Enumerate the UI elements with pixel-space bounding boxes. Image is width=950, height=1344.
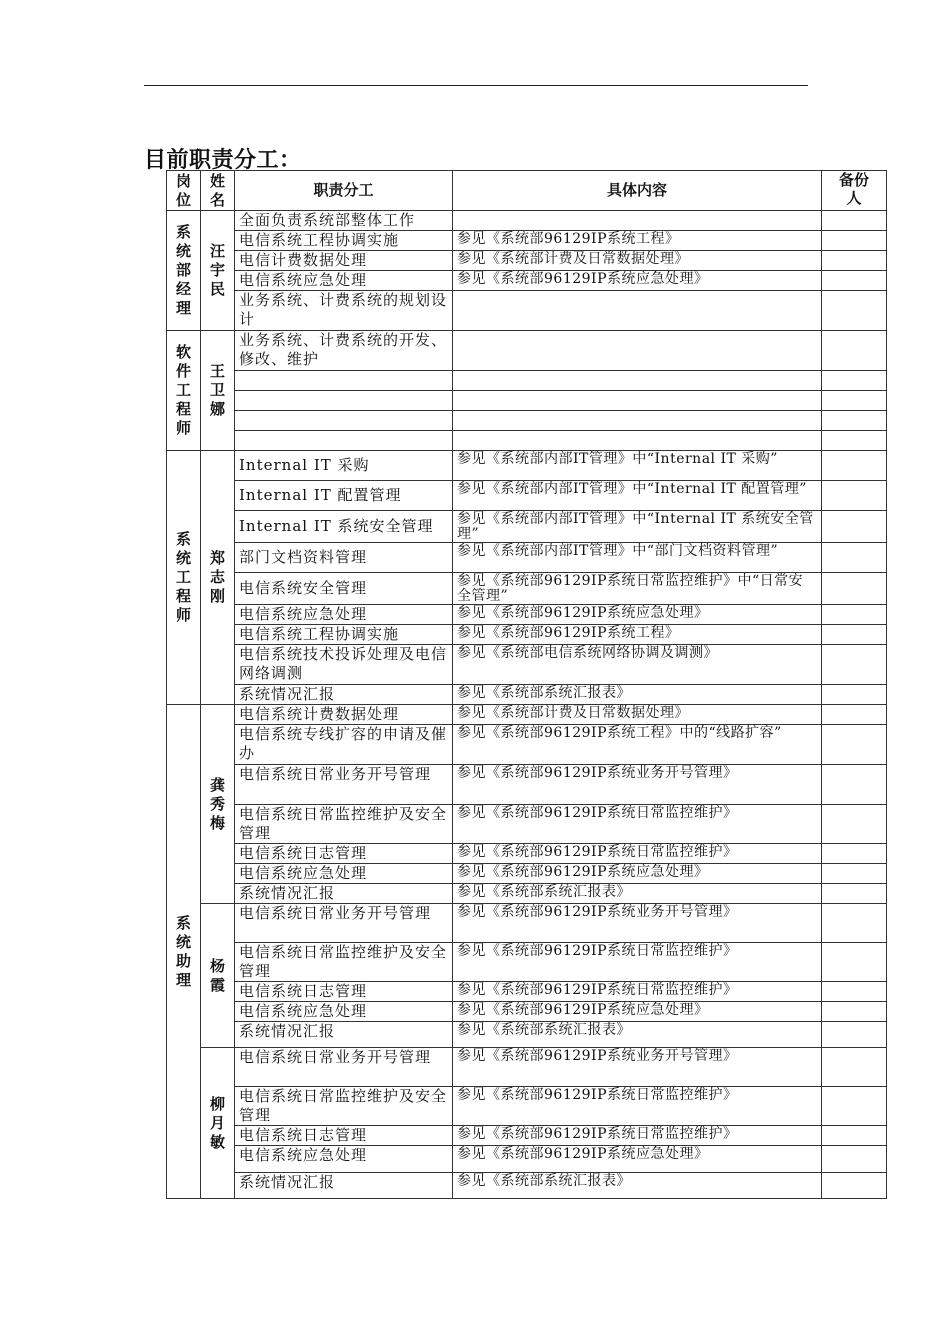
detail-cell: 参见《系统部96129IP系统应急处理》: [453, 271, 822, 291]
table-row: [167, 543, 887, 573]
header-post: 岗位: [167, 171, 201, 211]
name-cell: 汪宇民: [201, 211, 235, 331]
remark-cell: [822, 1173, 887, 1199]
duty-cell: 电信系统日志管理: [235, 844, 453, 864]
table-row: [167, 511, 887, 543]
duty-cell: 全面负责系统部整体工作: [235, 211, 453, 231]
header-remark: 备份人: [822, 171, 887, 211]
duty-cell: Internal IT 配置管理: [235, 481, 453, 511]
table-row: [167, 481, 887, 511]
detail-cell: 参见《系统部计费及日常数据处理》: [453, 705, 822, 725]
table-row: [167, 391, 887, 411]
table-row: [167, 705, 887, 725]
header-detail: 具体内容: [453, 171, 822, 211]
remark-cell: [822, 411, 887, 431]
remark-cell: [822, 904, 887, 943]
duty-cell: 电信计费数据处理: [235, 251, 453, 271]
detail-cell: 参见《系统部96129IP系统应急处理》: [453, 1146, 822, 1173]
table-row: [167, 982, 887, 1002]
detail-cell: [453, 431, 822, 451]
header-duty: 职责分工: [235, 171, 453, 211]
table-row: [167, 371, 887, 391]
detail-cell: [453, 391, 822, 411]
table-row: [167, 1146, 887, 1173]
detail-cell: 参见《系统部96129IP系统日常监控维护》: [453, 805, 822, 844]
detail-cell: 参见《系统部系统汇报表》: [453, 884, 822, 904]
detail-cell: 参见《系统部计费及日常数据处理》: [453, 251, 822, 271]
detail-cell: 参见《系统部系统汇报表》: [453, 1173, 822, 1199]
remark-cell: [822, 864, 887, 884]
duty-table: [166, 170, 887, 1199]
detail-cell: [453, 411, 822, 431]
table-row: [167, 725, 887, 765]
duty-cell: 电信系统日志管理: [235, 1126, 453, 1146]
remark-cell: [822, 251, 887, 271]
table-row: [167, 451, 887, 481]
detail-cell: 参见《系统部内部IT管理》中“Internal IT 配置管理”: [453, 481, 822, 511]
table-row: [167, 1048, 887, 1087]
duty-cell: 业务系统、计费系统的规划设计: [235, 291, 453, 331]
detail-cell: 参见《系统部96129IP系统日常监控维护》: [453, 943, 822, 982]
post-cell: 软件工程师: [167, 331, 201, 451]
page-title: 目前职责分工：: [144, 148, 302, 173]
table-row: [167, 805, 887, 844]
table-row: [167, 291, 887, 331]
duty-cell: 系统情况汇报: [235, 884, 453, 904]
duty-cell: [235, 411, 453, 431]
duty-cell: Internal IT 采购: [235, 451, 453, 481]
table-row: [167, 231, 887, 251]
table-row: [167, 884, 887, 904]
table-row: [167, 605, 887, 625]
duty-cell: 业务系统、计费系统的开发、修改、维护: [235, 331, 453, 371]
table-row: [167, 251, 887, 271]
table-row: [167, 431, 887, 451]
remark-cell: [822, 511, 887, 543]
table-row: [167, 411, 887, 431]
header-name: 姓名: [201, 171, 235, 211]
detail-cell: 参见《系统部96129IP系统应急处理》: [453, 1002, 822, 1022]
duty-cell: 电信系统应急处理: [235, 605, 453, 625]
remark-cell: [822, 1022, 887, 1048]
duty-cell: 电信系统计费数据处理: [235, 705, 453, 725]
duty-cell: 电信系统日常业务开号管理: [235, 1048, 453, 1087]
duty-cell: Internal IT 系统安全管理: [235, 511, 453, 543]
duty-cell: 电信系统日常监控维护及安全管理: [235, 1087, 453, 1126]
detail-cell: [453, 331, 822, 371]
remark-cell: [822, 645, 887, 685]
remark-cell: [822, 271, 887, 291]
remark-cell: [822, 1126, 887, 1146]
table-row: [167, 645, 887, 685]
name-cell: 杨霞: [201, 904, 235, 1048]
name-cell: 柳月敏: [201, 1048, 235, 1199]
detail-cell: 参见《系统部96129IP系统日常监控维护》: [453, 1087, 822, 1126]
detail-cell: 参见《系统部96129IP系统日常监控维护》: [453, 982, 822, 1002]
duty-cell: 系统情况汇报: [235, 1022, 453, 1048]
detail-cell: 参见《系统部96129IP系统应急处理》: [453, 864, 822, 884]
remark-cell: [822, 982, 887, 1002]
detail-cell: 参见《系统部96129IP系统业务开号管理》: [453, 765, 822, 805]
post-cell: 系统助理: [167, 705, 201, 1199]
table-row: [167, 1126, 887, 1146]
table-row: [167, 1022, 887, 1048]
remark-cell: [822, 331, 887, 371]
detail-cell: 参见《系统部内部IT管理》中“部门文档资料管理”: [453, 543, 822, 573]
remark-cell: [822, 805, 887, 844]
remark-cell: [822, 1048, 887, 1087]
table-row: [167, 625, 887, 645]
remark-cell: [822, 884, 887, 904]
remark-cell: [822, 291, 887, 331]
duty-cell: 系统情况汇报: [235, 685, 453, 705]
remark-cell: [822, 543, 887, 573]
remark-cell: [822, 725, 887, 765]
name-cell: 王卫娜: [201, 331, 235, 451]
table-row: [167, 331, 887, 371]
duty-cell: 电信系统应急处理: [235, 1146, 453, 1173]
remark-cell: [822, 605, 887, 625]
table-row: [167, 943, 887, 982]
remark-cell: [822, 765, 887, 805]
duty-cell: 电信系统工程协调实施: [235, 625, 453, 645]
remark-cell: [822, 231, 887, 251]
duty-cell: 电信系统应急处理: [235, 864, 453, 884]
duty-cell: 电信系统日常监控维护及安全管理: [235, 943, 453, 982]
detail-cell: 参见《系统部96129IP系统工程》中的“线路扩容”: [453, 725, 822, 765]
detail-cell: 参见《系统部内部IT管理》中“Internal IT 采购”: [453, 451, 822, 481]
duty-cell: 电信系统技术投诉处理及电信网络调测: [235, 645, 453, 685]
remark-cell: [822, 1002, 887, 1022]
duty-cell: 电信系统工程协调实施: [235, 231, 453, 251]
remark-cell: [822, 371, 887, 391]
detail-cell: 参见《系统部96129IP系统日常监控维护》: [453, 844, 822, 864]
table-row: [167, 685, 887, 705]
duty-cell: [235, 431, 453, 451]
duty-cell: 电信系统安全管理: [235, 573, 453, 605]
remark-cell: [822, 1146, 887, 1173]
duty-cell: 电信系统日常业务开号管理: [235, 904, 453, 943]
table-row: [167, 271, 887, 291]
detail-cell: 参见《系统部96129IP系统工程》: [453, 625, 822, 645]
table-row: [167, 864, 887, 884]
table-row: [167, 765, 887, 805]
detail-cell: 参见《系统部96129IP系统业务开号管理》: [453, 1048, 822, 1087]
duty-cell: 系统情况汇报: [235, 1173, 453, 1199]
detail-cell: 参见《系统部系统汇报表》: [453, 685, 822, 705]
duty-cell: 电信系统专线扩容的申请及催办: [235, 725, 453, 765]
duty-cell: 电信系统日常业务开号管理: [235, 765, 453, 805]
detail-cell: 参见《系统部96129IP系统工程》: [453, 231, 822, 251]
duty-cell: 电信系统应急处理: [235, 271, 453, 291]
table-row: [167, 573, 887, 605]
duty-cell: 电信系统日志管理: [235, 982, 453, 1002]
remark-cell: [822, 943, 887, 982]
table-header-row: [167, 171, 887, 211]
name-cell: 郑志刚: [201, 451, 235, 705]
remark-cell: [822, 211, 887, 231]
remark-cell: [822, 844, 887, 864]
duty-cell: 电信系统日常监控维护及安全管理: [235, 805, 453, 844]
detail-cell: 参见《系统部96129IP系统业务开号管理》: [453, 904, 822, 943]
post-cell: 系统工程师: [167, 451, 201, 705]
duty-cell: [235, 391, 453, 411]
duty-table-body: [167, 171, 887, 1199]
remark-cell: [822, 685, 887, 705]
detail-cell: 参见《系统部系统汇报表》: [453, 1022, 822, 1048]
detail-cell: 参见《系统部电信系统网络协调及调测》: [453, 645, 822, 685]
duty-cell: 部门文档资料管理: [235, 543, 453, 573]
header-rule: [144, 85, 808, 86]
detail-cell: [453, 291, 822, 331]
remark-cell: [822, 625, 887, 645]
remark-cell: [822, 481, 887, 511]
remark-cell: [822, 431, 887, 451]
detail-cell: [453, 371, 822, 391]
duty-cell: 电信系统应急处理: [235, 1002, 453, 1022]
remark-cell: [822, 573, 887, 605]
remark-cell: [822, 391, 887, 411]
detail-cell: [453, 211, 822, 231]
detail-cell: 参见《系统部内部IT管理》中“Internal IT 系统安全管理”: [453, 511, 822, 543]
table-row: [167, 1087, 887, 1126]
duty-cell: [235, 371, 453, 391]
table-row: [167, 1173, 887, 1199]
name-cell: 龚秀梅: [201, 705, 235, 904]
detail-cell: 参见《系统部96129IP系统日常监控维护》中“日常安全管理”: [453, 573, 822, 605]
remark-cell: [822, 1087, 887, 1126]
remark-cell: [822, 451, 887, 481]
table-row: [167, 211, 887, 231]
detail-cell: 参见《系统部96129IP系统应急处理》: [453, 605, 822, 625]
remark-cell: [822, 705, 887, 725]
table-row: [167, 904, 887, 943]
table-row: [167, 1002, 887, 1022]
table-row: [167, 844, 887, 864]
post-cell: 系统部经理: [167, 211, 201, 331]
detail-cell: 参见《系统部96129IP系统日常监控维护》: [453, 1126, 822, 1146]
